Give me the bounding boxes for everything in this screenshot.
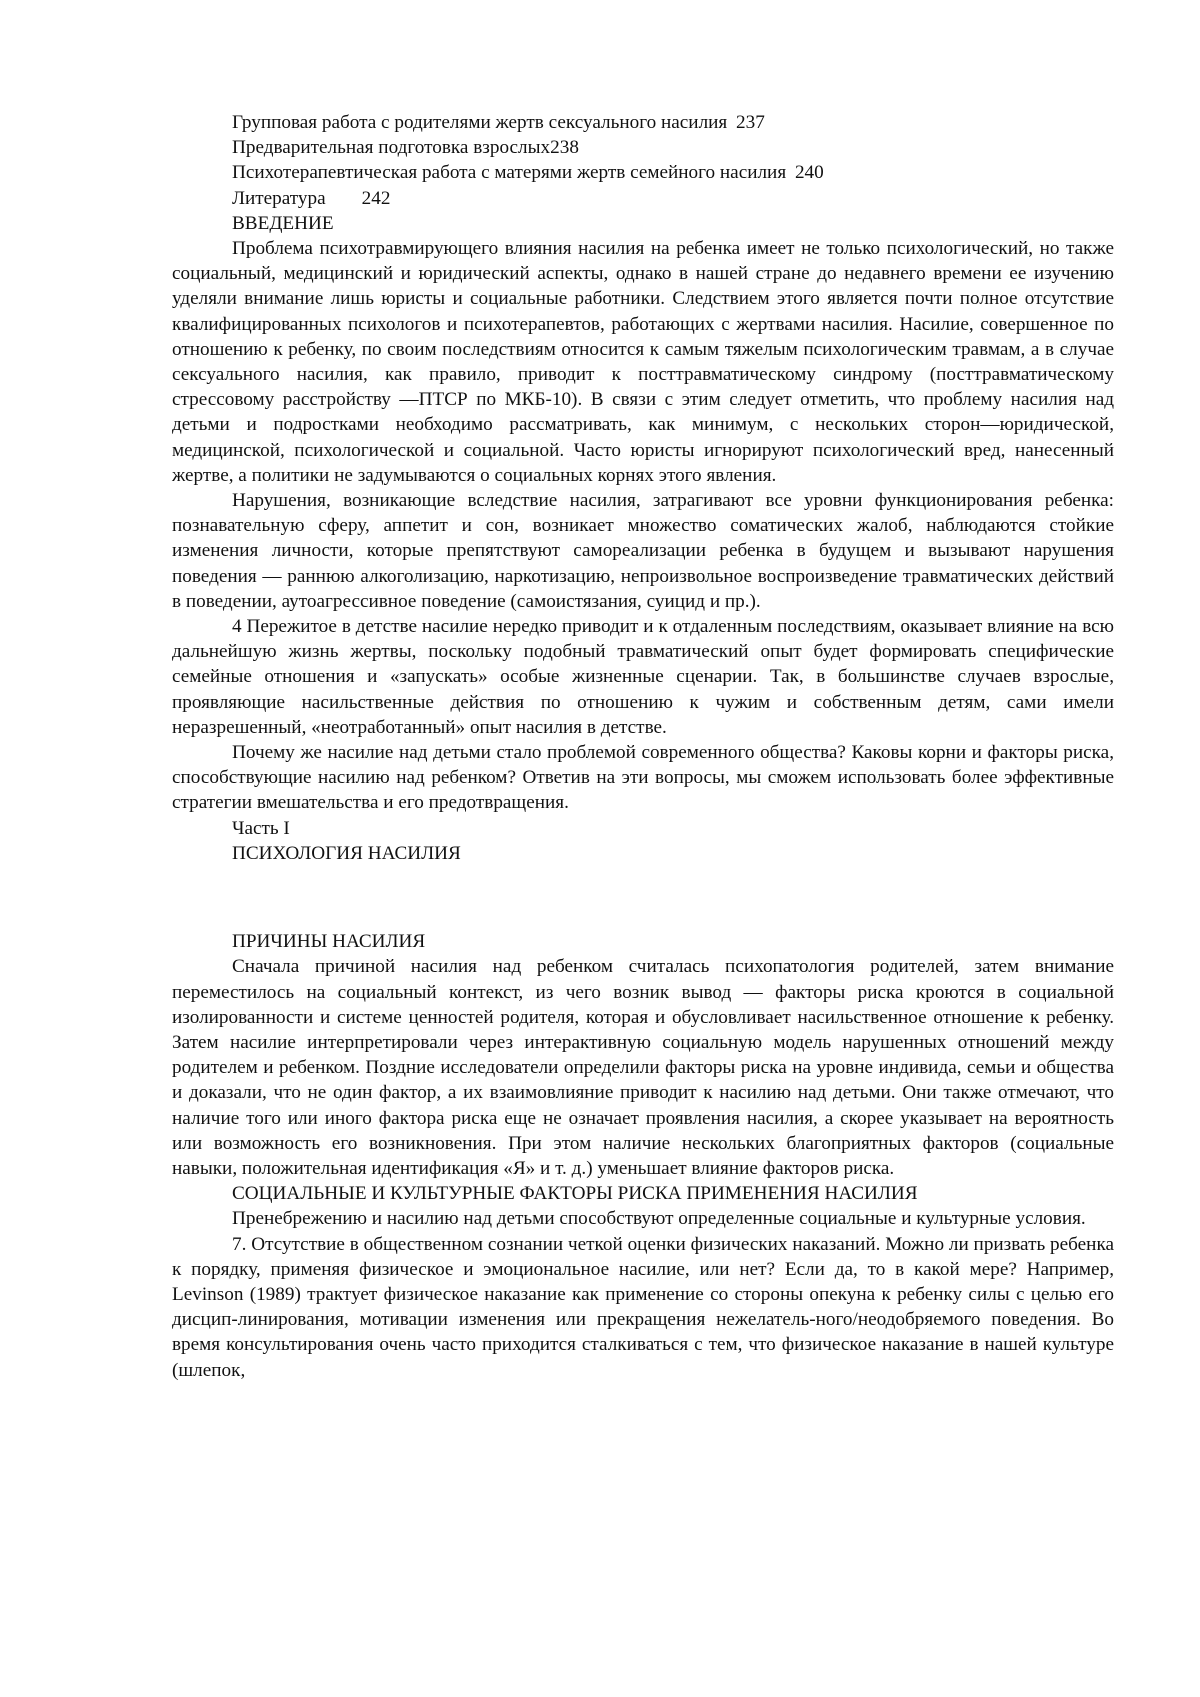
part-label: Часть I bbox=[232, 817, 290, 839]
toc-entry-page: 237 bbox=[736, 112, 765, 133]
intro-paragraph-1: Проблема психотравмирующего влияния насилия на ребенка имеет не только психологический, но также социальный, медицинский и юридический аспекты, однако в нашей стране до недавнего времени ее изучению уделяли внимание лишь юристы и социальные работники. Следствием этого является почти полное отсутствие квалифицированных психологов и психотерапевтов, работающих с жертвами насилия. Насилие, совершенное по отношению к ребенку, по своим последствиям относится к самым тяжелым психологическим травмам, а в случае сексуального насилия, как правило, приводит к посттравматическому синдрому (посттравматическому стрессовому расстройству —ПТСР по МКБ-10). В связи с этим следует отметить, что проблему насилия над детьми и подростками необходимо рассматривать, как минимум, с нескольких сторон—юридической, медицинской, психологической и социальной. Часто юристы игнорируют психологический вред, нанесенный жертве, а политики не задумываются о социальных корнях этого явления. bbox=[172, 238, 1114, 486]
document-page bbox=[172, 110, 1114, 1383]
causes-paragraph: Сначала причиной насилия над ребенком считалась психопатология родителей, затем внимание переместилось на социальный контекст, из чего возник вывод — факторы риска кроются в социальной изолированности и системе ценностей родителя, которая и обусловливает насильственное отношение к ребенку. Затем насилие интерпретировали через интерактивную социальную модель нарушенных отношений между родителем и ребенком. Поздние исследователи определили факторы риска на уровне индивида, семьи и общества и доказали, что не один фактор, а их взаимовлияние приводит к насилию над детьми. Они также отмечают, что наличие того или иного фактора риска еще не означает проявления насилия, а скорее указывает на вероятность или возможность его возникновения. При этом наличие нескольких благоприятных факторов (социальные навыки, положительная идентификация «Я» и т. д.) уменьшает влияние факторов риска. bbox=[172, 956, 1114, 1179]
part-title: ПСИХОЛОГИЯ НАСИЛИЯ bbox=[232, 842, 461, 864]
social-paragraph-2: 7. Отсутствие в общественном сознании четкой оценки физических наказаний. Можно ли призвать ребенка к порядку, применяя физическое и эмоциональное насилие, или нет? Если да, то в какой мере? Например, Levinson (1989) трактует физическое наказание как применение со стороны опекуна к ребенку силы с целью его дисцип-линирования, мотивации изменения или прекращения нежелатель-ного/неодобряемого поведения. Во время консультирования очень часто приходится сталкиваться с тем, что физическое наказание в нашей культуре (шлепок, bbox=[172, 1233, 1114, 1381]
table-of-contents bbox=[172, 110, 1114, 211]
toc-entry-page: 242 bbox=[361, 187, 391, 209]
intro-paragraph-4: Почему же насилие над детьми стало проблемой современного общества? Каковы корни и факторы риска, способствующие насилию над ребенком? Ответив на эти вопросы, мы сможем использовать более эффективные стратегии вмешательства и его предотвращения. bbox=[172, 742, 1114, 814]
social-paragraph-1: Пренебрежению и насилию над детьми способствуют определенные социальные и культурные условия. bbox=[232, 1208, 1086, 1230]
section-spacer bbox=[172, 866, 1114, 929]
toc-entry bbox=[172, 135, 1114, 160]
intro-paragraph-2: Нарушения, возникающие вследствие насилия, затрагивают все уровни функционирования ребенка: познавательную сферу, аппетит и сон, возникает множество соматических жалоб, наблюдаются стойкие изменения личности, которые препятствуют самореализации ребенка в будущем и вызывают нарушения поведения — раннюю алкоголизацию, наркотизацию, непроизвольное воспроизведение травматических действий в поведении, аутоагрессивное поведение (самоистязания, суицид и пр.). bbox=[172, 490, 1114, 612]
intro-paragraph-3: 4 Пережитое в детстве насилие нередко приводит и к отдаленным последствиям, оказывает влияние на всю дальнейшую жизнь жертвы, поскольку подобный травматический опыт будет формировать специфические семейные отношения и «запускать» особые жизненные сценарии. Так, в большинстве случаев взрослые, проявляющие насильственные действия по отношению к чужим и собственным детям, сами имели неразрешенный, «неотработанный» опыт насилия в детстве. bbox=[172, 616, 1114, 738]
toc-entry-title: Групповая работа с родителями жертв сексуального насилия bbox=[232, 112, 728, 133]
social-factors-heading: СОЦИАЛЬНЫЕ И КУЛЬТУРНЫЕ ФАКТОРЫ РИСКА ПРИМЕНЕНИЯ НАСИЛИЯ bbox=[232, 1183, 918, 1205]
toc-entry-title: Предварительная подготовка взрослых bbox=[232, 137, 551, 159]
toc-entry bbox=[172, 160, 1114, 185]
toc-entry-page: 238 bbox=[550, 137, 579, 159]
intro-heading: ВВЕДЕНИЕ bbox=[232, 212, 334, 234]
causes-heading: ПРИЧИНЫ НАСИЛИЯ bbox=[232, 931, 426, 953]
toc-entry-title: Литература bbox=[232, 187, 326, 209]
toc-entry-title: Психотерапевтическая работа с матерями жертв семейного насилия bbox=[232, 162, 787, 184]
toc-entry bbox=[172, 186, 1114, 211]
toc-entry-page: 240 bbox=[794, 162, 824, 184]
toc-entry bbox=[172, 110, 1114, 135]
